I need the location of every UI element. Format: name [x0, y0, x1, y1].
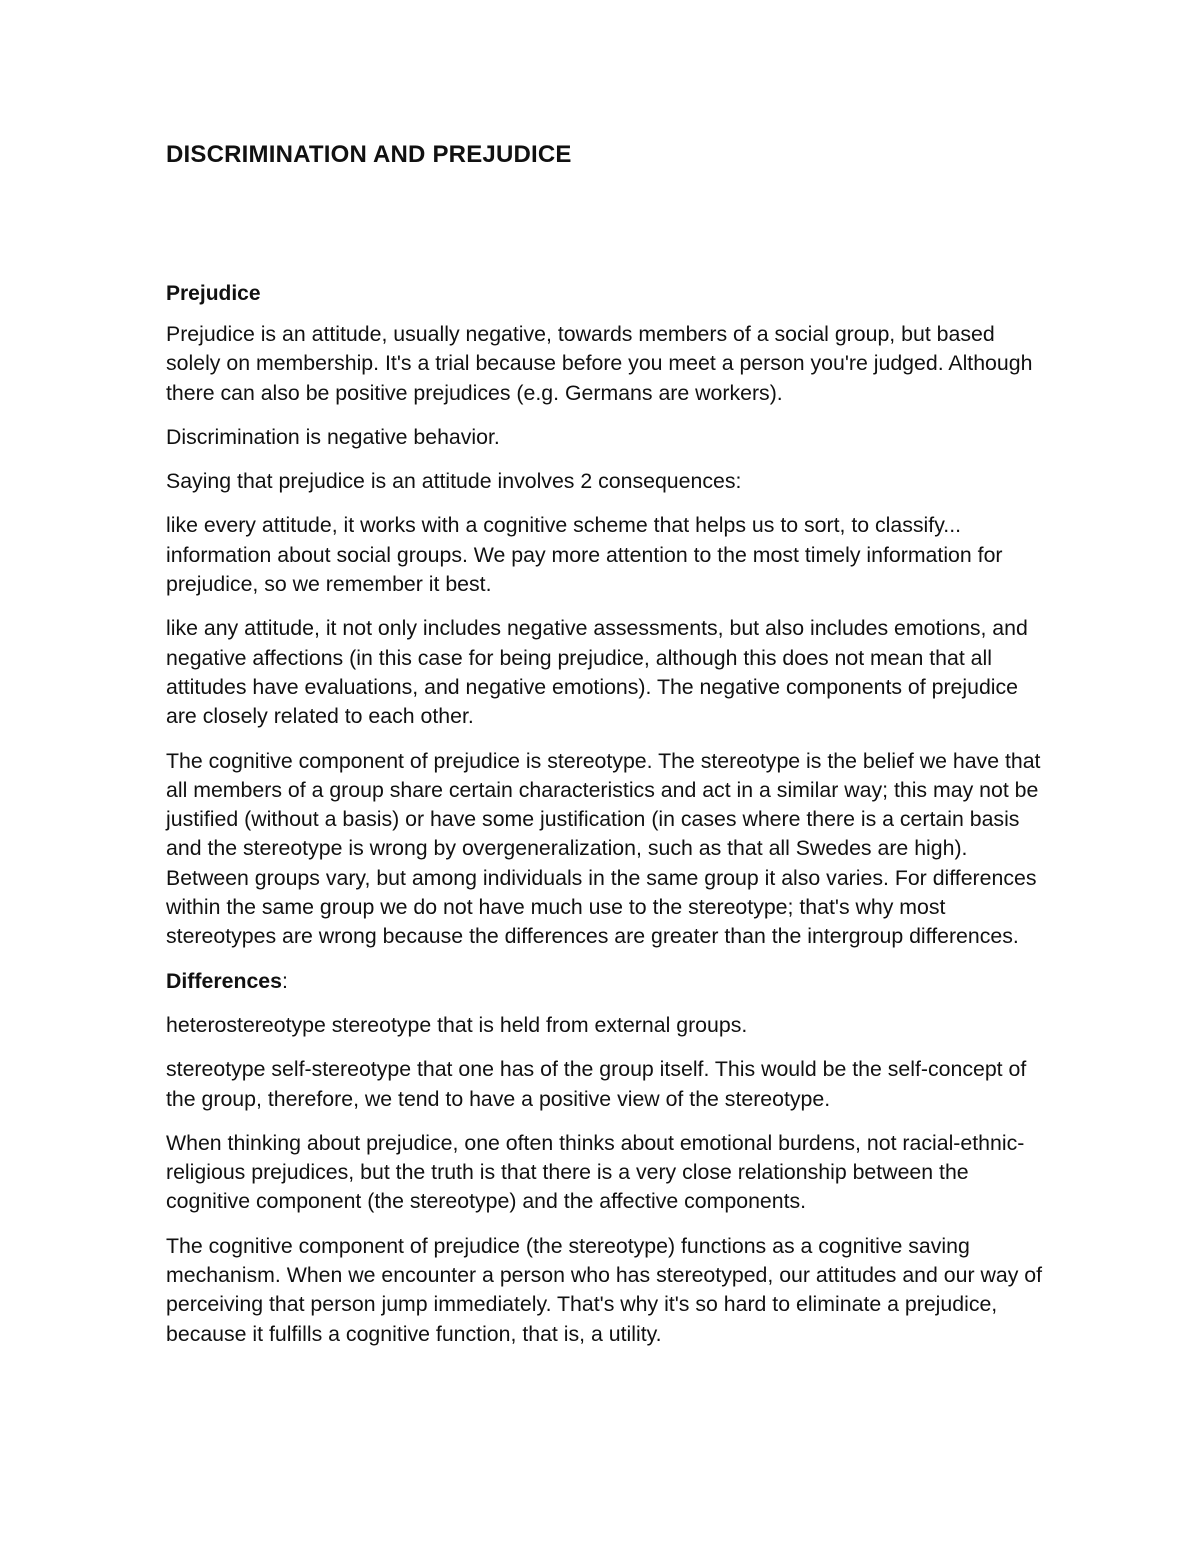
- paragraph-consequences-intro: Saying that prejudice is an attitude involves 2 consequences:: [166, 469, 742, 494]
- differences-label: Differences: [166, 968, 282, 993]
- differences-colon: :: [282, 968, 288, 993]
- paragraph-cognitive-scheme: like every attitude, it works with a cognitive scheme that helps us to sort, to classify... information about social groups. We pay more attention to the most timely information for prejudice, so we remember it best.: [166, 513, 1003, 597]
- document-body: [166, 140, 1046, 1349]
- paragraph-prejudice-definition: Prejudice is an attitude, usually negative, towards members of a social group, but based solely on membership. It's a trial because before you meet a person you're judged. Although there can also be positive prejudices (e.g. Germans are workers).: [166, 322, 1033, 405]
- paragraph-cognitive-saving: The cognitive component of prejudice (the stereotype) functions as a cognitive saving mechanism. When we encounter a person who has stereotyped, our attitudes and our way of perceiving that person jump immediately. That's why it's so hard to eliminate a prejudice, because it fulfills a cognitive function, that is, a utility.: [166, 1233, 1043, 1346]
- paragraph-emotional-burdens: When thinking about prejudice, one often thinks about emotional burdens, not racial-ethnic-religious prejudices, but the truth is that there is a very close relationship between the cognitive component (the stereotype) and the affective components.: [166, 1130, 1025, 1214]
- differences-heading: [166, 967, 1046, 996]
- paragraph-discrimination-definition: Discrimination is negative behavior.: [166, 424, 500, 449]
- paragraph-heterostereotype: heterostereotype stereotype that is held from external groups.: [166, 1012, 748, 1037]
- document-title: DISCRIMINATION AND PREJUDICE: [166, 141, 572, 168]
- paragraph-self-stereotype: stereotype self-stereotype that one has of the group itself. This would be the self-concept of the group, therefore, we tend to have a positive view of the stereotype.: [166, 1057, 1027, 1111]
- paragraph-stereotype: The cognitive component of prejudice is stereotype. The stereotype is the belief we have that all members of a group share certain characteristics and act in a similar way; this may not be justified (without a basis) or have some justification (in cases where there is a certain basis and the stereotype is wrong by overgeneralization, such as that all Swedes are high). Between groups vary, but among individuals in the same group it also varies. For differences within the same group we do not have much use to the stereotype; that's why most stereotypes are wrong because the differences are greater than the intergroup differences.: [166, 748, 1041, 949]
- paragraph-emotions: like any attitude, it not only includes negative assessments, but also includes emotions, and negative affections (in this case for being prejudice, although this does not mean that all attitudes have evaluations, and negative emotions). The negative components of prejudice are closely related to each other.: [166, 616, 1028, 729]
- section-heading-prejudice: Prejudice: [166, 282, 261, 305]
